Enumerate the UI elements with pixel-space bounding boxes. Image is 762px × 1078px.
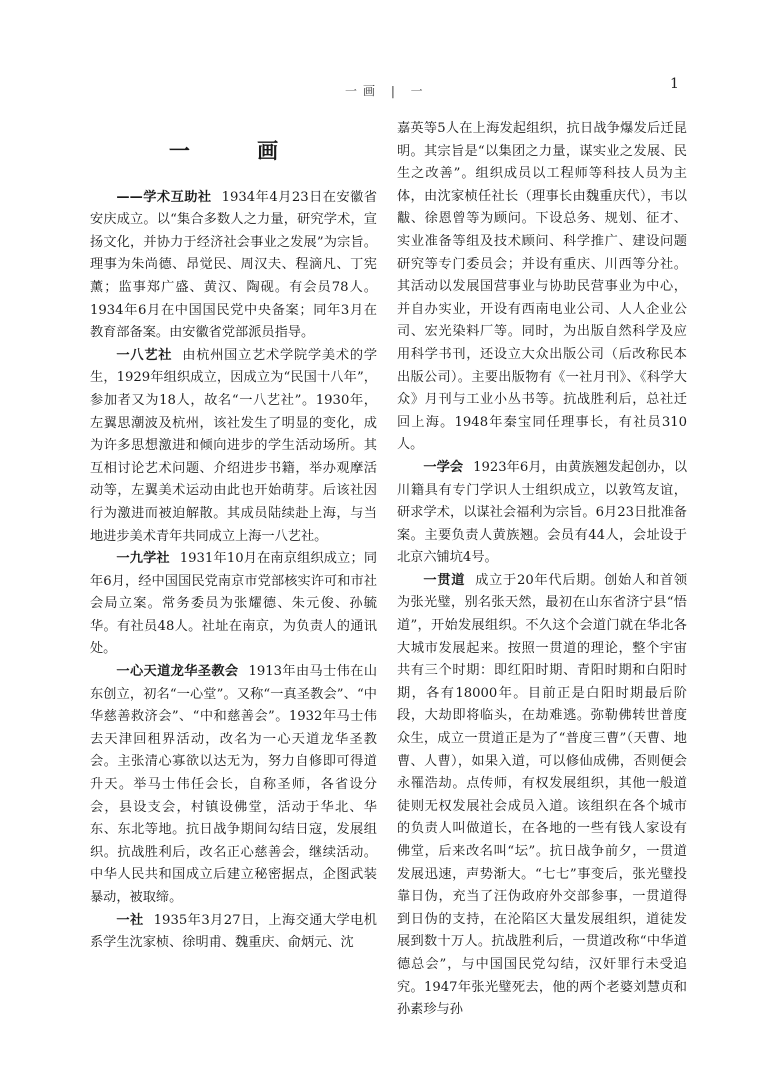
entry-yixuehui: [397, 457, 687, 570]
running-head: 一画 | 一: [345, 84, 429, 98]
page-number: 1: [670, 76, 679, 92]
entry-title: 一心天道龙华圣教会: [116, 664, 239, 680]
entry-title: 一贯道: [423, 572, 466, 588]
entry-body: 由杭州国立艺术学院学美术的学生，1929年组织成立，因成立为“民国十八年”，参加者又为18人，故名“一八艺社”。1930年，左翼思潮波及杭州，该社发生了明显的变化，成为许多思想激进和倾向进步的学生活动场所。其互相讨论艺术问题、介绍进步书籍，举办观摩活动等，左翼美术运动由此也开始萌芽。后该社因行为激进而被迫解散。其成员陆续赴上海，与当地进步美术青年共同成立上海一八艺社。: [90, 347, 378, 544]
entry-body: 嘉英等5人在上海发起组织，抗日战争爆发后迁昆明。其宗旨是“以集团之力量，谋实业之发展、民生之改善”。组织成员以工程师等科技人员为主体，由沈家桢任社长（理事长由魏重庆代），韦以黻、徐恩曾等为顾问。下设总务、规划、征才、实业准备等组及技术顾问、科学推广、建设问题研究等专门委员会；并设有重庆、川西等分社。其活动以发展国营事业与协助民营事业为中心，并自办实业，开设有西南电业公司、人人企业公司、宏光染料厂等。同时，为出版自然科学及应用科学书刊，还设立大众出版公司（后改称民本出版公司）。主要出版物有《一社月刊》、《科学大众》月刊与工业小丛书等。抗战胜利后，总社迁回上海。1948年秦宝同任理事长，有社员310人。: [397, 121, 687, 453]
section-title: 一 画: [168, 139, 309, 163]
entry-title: 一九学社: [116, 551, 170, 567]
entry-body: 1934年4月23日在安徽省安庆成立。以“集合多数人之力量，研究学术，宣扬文化，并协力于经济社会事业之发展”为宗旨。理事为朱尚德、昂觉民、周汉夫、程滴凡、丁宪薰；监事郑广盛、黄汉、陶砚。有会员78人。1934年6月在中国国民党中央备案；同年3月在教育部备案。由安徽省党部派员指导。: [90, 189, 378, 341]
entry-body: 成立于20年代后期。创始人和首领为张光璧，别名张天然，最初在山东省济宁县“悟道”，开始发展组织。不久这个会道门就在华北各大城市发展起来。按照一贯道的理论，整个宇宙共有三个时期：即红阳时期、青阳时期和白阳时期，各有18000年。目前正是白阳时期最后阶段，大劫即将临头，在劫难逃。弥勒佛转世普度众生，成立一贯道正是为了“普度三曹”（天曹、地曹、人曹），如果入道，可以修仙成佛，否则便会永罹浩劫。点传师，有权发展组织，其他一般道徒则无权发展社会成员入道。该组织在各个城市的负责人叫做道长，在各地的一些有钱人家设有佛堂，后来改名叫“坛”。抗日战争前夕，一贯道发展迅速，声势渐大。“七七”事变后，张光璧投靠日伪，充当了汪伪政府外交部参事，一贯道得到日伪的支持，在沦陷区大量发展组织，道徒发展到数十万人。抗战胜利后，一贯道改称“中华道德总会”，与中国国民党勾结，汉奸罪行未受追究。1947年张光璧死去，他的两个老婆刘慧贞和孙素珍与孙: [397, 572, 688, 1018]
entry-yiguandao: [397, 570, 687, 1022]
left-column: [90, 118, 377, 955]
entry-yiba-yishe: [90, 345, 377, 548]
entry-title: ——学术互助社: [116, 189, 212, 205]
entry-title: 一八艺社: [116, 347, 173, 363]
entry-yijiu-xueshe: [90, 548, 377, 661]
entry-yixin-tiandao: [90, 661, 377, 910]
entry-yishe-continued: [397, 118, 687, 457]
entry-body: 1931年10月在南京组织成立；同年6月，经中国国民党南京市党部核实许可和市社会局立案。常务委员为张耀德、朱元俊、孙毓华。有社员48人。社址在南京，为负责人的通讯处。: [90, 551, 378, 657]
entry-title: 一社: [116, 912, 144, 928]
entry-title: 一学会: [423, 459, 464, 475]
entry-body: 1935年3月27日，上海交通大学电机系学生沈家桢、徐明甫、魏重庆、俞炳元、沈: [90, 912, 377, 951]
entry-body: 1913年由马士伟在山东创立，初名“一心堂”。又称“一真圣教会”、“中华慈善救济会”、“中和慈善会”。1932年马士伟去天津回租界活动，改名为一心天道龙华圣教会。主张清心寡欲以达无为，努力自修即可得道升天。举马士伟任会长，自称圣师，各省设分会，县设支会，村镇设佛堂，活动于华北、华东、东北等地。抗日战争期间勾结日寇，发展组织。抗战胜利后，改名正心慈善会，继续活动。中华人民共和国成立后建立秘密据点，企图武装暴动，被取缔。: [90, 664, 378, 905]
entry-xueshu-huzhushe: [90, 187, 377, 345]
entry-body: 1923年6月，由黄族翘发起创办，以川籍具有专门学识人士组织成立，以敦笃友谊，研求学术，以谋社会福利为宗旨。6月23日批准备案。主要负责人黄族翘。会员有44人，会址设于北京六铺坑4号。: [397, 459, 688, 566]
right-column: [397, 118, 687, 1022]
entry-yishe: [90, 910, 377, 955]
